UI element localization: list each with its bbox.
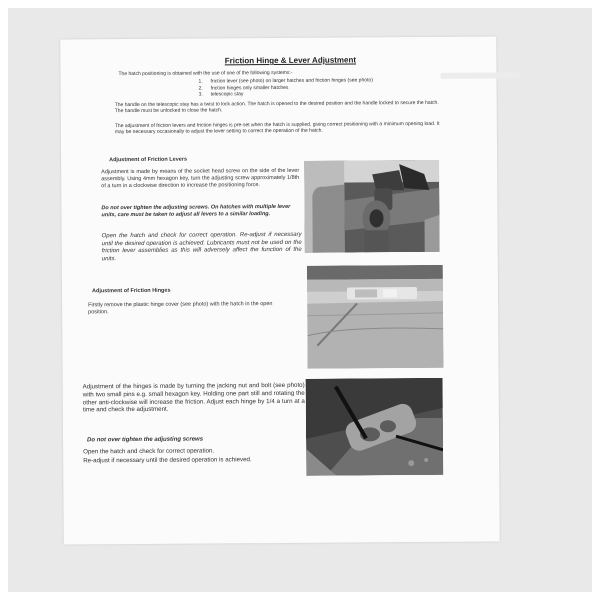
instruction-sheet [60,36,500,544]
levers-text: Adjustment is made by means of the socket head screw on the side of the lever assembly. Using 4mm hexagon key, turn the adjusting screw approximately 1/8th of a turn in a clockwise direction to increase the positioning force. [101,167,300,189]
hinges-text: Firstly remove the plastic hinge cover (see photo) with the hatch in the open position. [88,301,273,316]
show-through-text [440,72,520,79]
hinges-heading: Adjustment of Friction Hinges [91,287,171,295]
hinges-check-line2: Re-adjust if necessary until the desired operation is achieved. [83,456,252,465]
hinges-warning: Do not over tighten the adjusting screws [87,436,204,444]
hinges-adjust-text: Adjustment of the hinges is made by turning the jacking nut and bolt (see photo) with two small pins e.g. small hexagon key. Holding one part still and rotating the other anti-clockwise will increase the friction. Adjust each hinge by 1/4 a turn at a time and check the adjustment. [82,381,305,414]
levers-heading: Adjustment of Friction Levers [109,156,188,164]
systems-list [199,77,373,98]
document-title: Friction Hinge & Lever Adjustment [224,55,357,66]
hinges-check-line1: Open the hatch and check for correct operation. [83,447,215,456]
intro-text: The hatch positioning is obtained with the use of one of the following systems:- [118,69,293,78]
adjustment-paragraph: The adjustment of friction levers and friction hinges is pre-set when the hatch is supplied, giving correct positioning with a minimum opening load. It may be necessary occasionally to adjust the lever setting to correct the operation of the hatch. [114,120,440,136]
jacking-nut-photo [306,378,444,476]
hinge-cover-photo [307,265,444,369]
levers-warning: Do not over tighten the adjusting screws. On hatches with multiple lever units, care must be taken to adjust all levers to a similar loading. [101,203,291,219]
friction-lever-photo [304,160,440,253]
list-item: 2. friction hinges only smaller hatches [198,84,289,92]
list-item: 3. telescopic stay [198,91,244,98]
list-item: 1. friction lever (see photo) on larger hatches and friction hinges (see photo) [198,77,373,85]
handle-paragraph: The handle on the telescopic stay has a twist to lock action. The hatch is opened to the desired position and the handle locked to secure the hatch. The handle must be unlocked to close the hatch. [114,99,439,115]
levers-check: Open the hatch and check for correct operation. Re-adjust if necessary until the desired operation is achieved. Lubricants must not be used on the friction lever assemblies as this will adversely affect the function of the units. [101,231,302,262]
